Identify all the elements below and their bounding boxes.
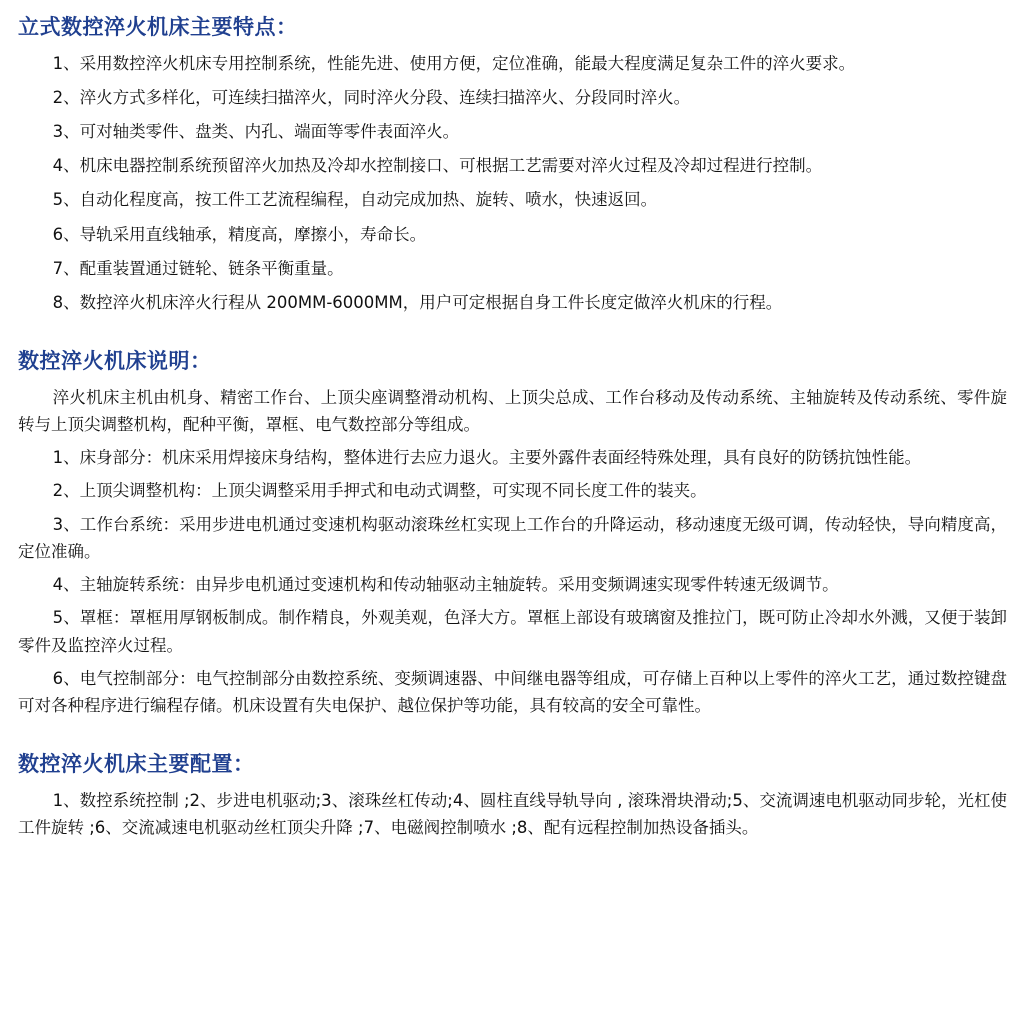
description-item-3: 3、工作台系统：采用步进电机通过变速机构驱动滚珠丝杠实现上工作台的升降运动，移动速度无级可调，传动轻快，导向精度高，定位准确。 <box>18 514 1007 561</box>
section-title-features: 立式数控淬火机床主要特点： <box>18 15 298 39</box>
feature-item-2: 2、淬火方式多样化，可连续扫描淬火，同时淬火分段、连续扫描淬火、分段同时淬火。 <box>52 87 691 107</box>
feature-item-3: 3、可对轴类零件、盘类、内孔、端面等零件表面淬火。 <box>52 121 460 141</box>
description-item-6: 6、电气控制部分：电气控制部分由数控系统、变频调速器、中间继电器等组成，可存储上百种以上零件的淬火工艺，通过数控键盘可对各种程序进行编程存储。机床设置有失电保护、越位保护等功能，具有较高的安全可靠性。 <box>18 668 1007 715</box>
configuration-item-1: 1、数控系统控制 ;2、步进电机驱动;3、滚珠丝杠传动;4、圆柱直线导轨导向 , 滚珠滑块滑动;5、交流调速电机驱动同步轮，光杠使工件旋转 ;6、交流减速电机驱动丝杠顶尖升降 ;7、电磁阀控制喷水 ;8、配有远程控制加热设备插头。 <box>18 790 1007 837</box>
feature-item-5: 5、自动化程度高，按工件工艺流程编程，自动完成加热、旋转、喷水，快速返回。 <box>52 190 658 210</box>
description-item-4: 4、主轴旋转系统：由异步电机通过变速机构和传动轴驱动主轴旋转。采用变频调速实现零件转速无级调节。 <box>52 575 839 595</box>
description-item-2: 2、上顶尖调整机构：上顶尖调整采用手押式和电动式调整，可实现不同长度工件的装夹。 <box>52 481 707 501</box>
feature-item-1: 1、采用数控淬火机床专用控制系统，性能先进、使用方便，定位准确，能最大程度满足复杂工件的淬火要求。 <box>52 53 856 73</box>
section-description <box>18 346 1007 719</box>
feature-item-4: 4、机床电器控制系统预留淬火加热及冷却水控制接口、可根据工艺需要对淬火过程及冷却过程进行控制。 <box>52 156 823 176</box>
feature-item-7: 7、配重装置通过链轮、链条平衡重量。 <box>52 258 344 278</box>
description-item-5: 5、罩框：罩框用厚钢板制成。制作精良，外观美观，色泽大方。罩框上部设有玻璃窗及推拉门，既可防止冷却水外溅，又便于装卸零件及监控淬火过程。 <box>18 608 1007 655</box>
description-intro: 淬火机床主机由机身、精密工作台、上顶尖座调整滑动机构、上顶尖总成、工作台移动及传动系统、主轴旋转及传动系统、零件旋转与上顶尖调整机构，配种平衡，罩框、电气数控部分等组成。 <box>18 387 1007 434</box>
section-title-description: 数控淬火机床说明： <box>18 349 212 374</box>
feature-item-6: 6、导轨采用直线轴承，精度高，摩擦小，寿命长。 <box>52 224 427 244</box>
section-features <box>18 12 1007 316</box>
feature-item-8: 8、数控淬火机床淬火行程从 200MM-6000MM，用户可定根据自身工件长度定做淬火机床的行程。 <box>52 293 783 313</box>
section-configuration <box>18 749 1007 841</box>
section-title-configuration: 数控淬火机床主要配置： <box>18 752 255 777</box>
description-item-1: 1、床身部分：机床采用焊接床身结构，整体进行去应力退火。主要外露件表面经特殊处理，具有良好的防锈抗蚀性能。 <box>52 448 922 468</box>
